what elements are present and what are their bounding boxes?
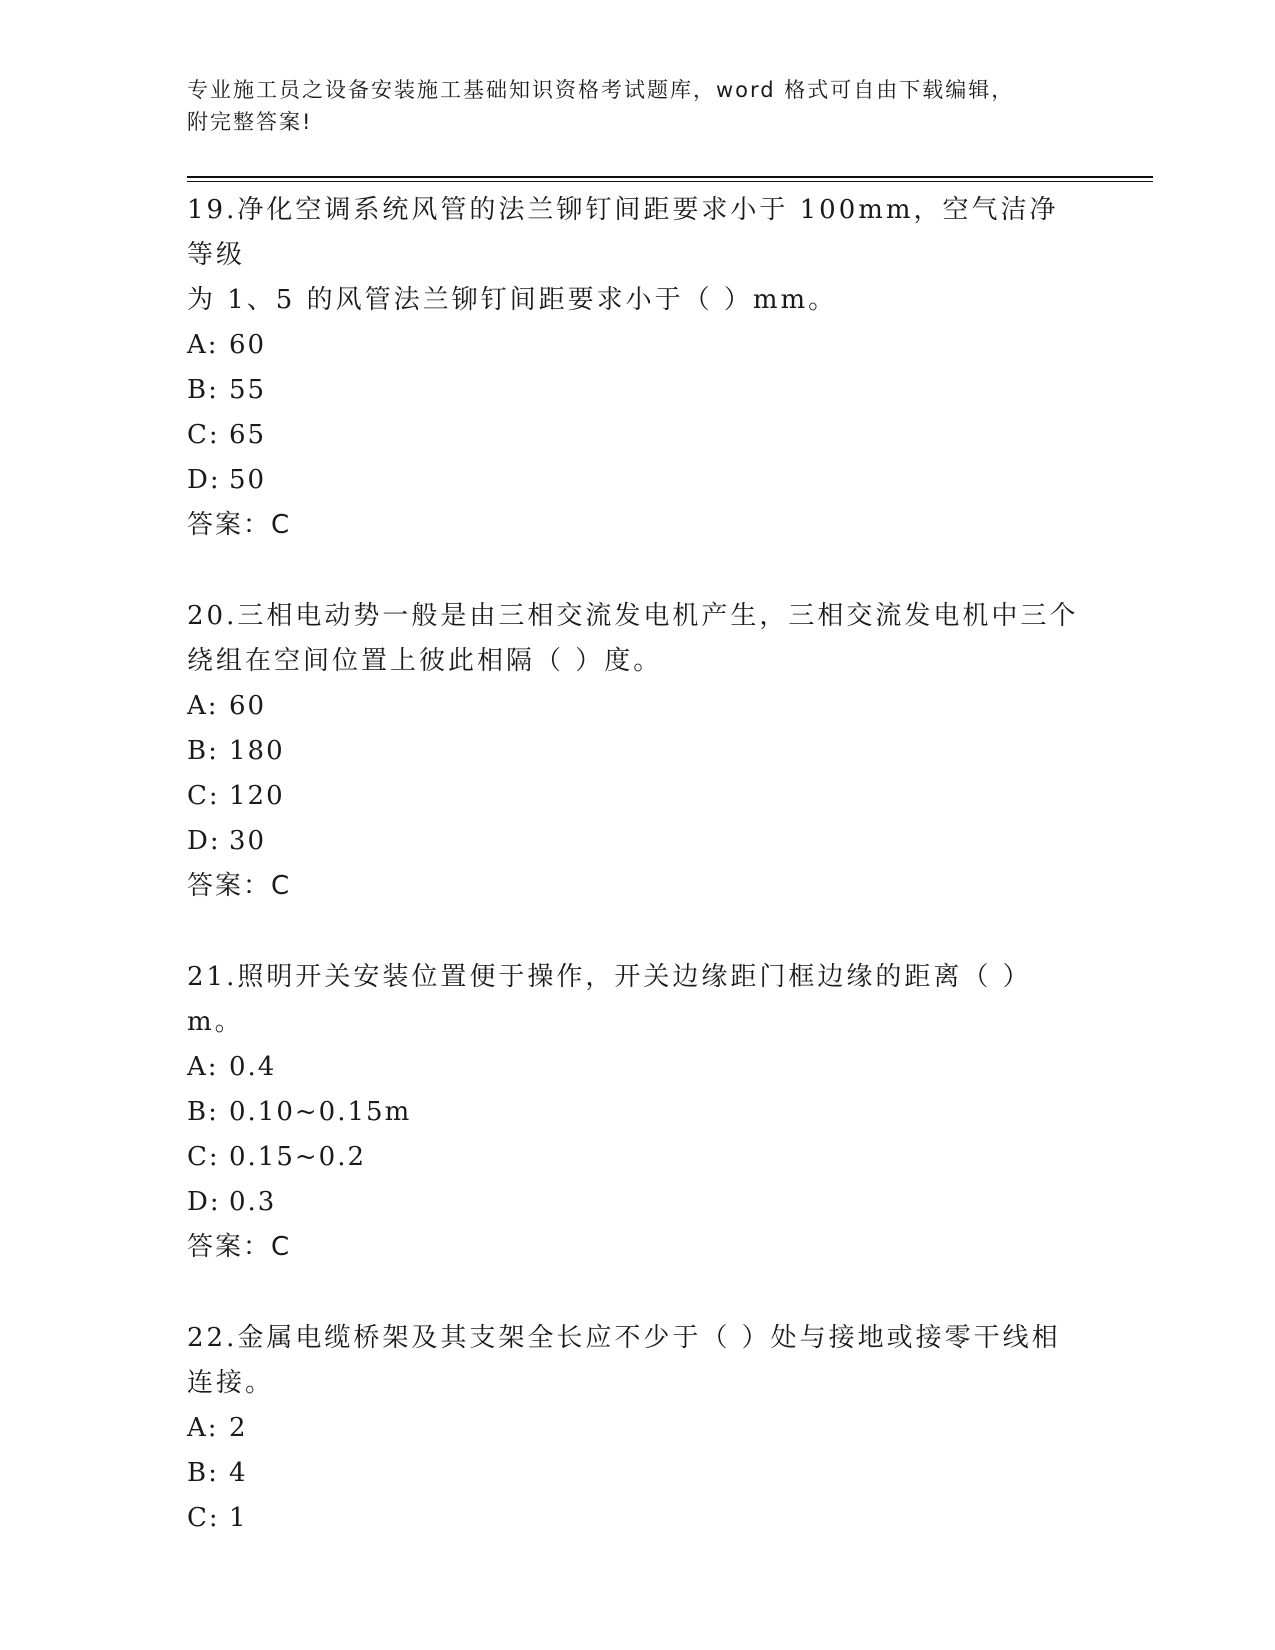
- option-key: C:: [187, 1142, 220, 1172]
- option-c: [187, 413, 1087, 458]
- option-key: B:: [187, 1097, 219, 1127]
- option-key: A:: [187, 691, 219, 721]
- option-b: [187, 1451, 1087, 1496]
- option-key: C:: [187, 1503, 220, 1533]
- option-key: B:: [187, 1458, 219, 1488]
- question-22: [187, 1316, 1087, 1541]
- option-c: [187, 1135, 1087, 1180]
- option-text: 0.3: [229, 1187, 277, 1217]
- option-key: A:: [187, 330, 219, 360]
- option-text: 50: [229, 465, 267, 495]
- header-line-1: 专业施工员之设备安装施工基础知识资格考试题库，word 格式可自由下载编辑，: [187, 78, 1015, 102]
- option-b: [187, 1090, 1087, 1135]
- option-key: D:: [187, 826, 221, 856]
- question-stem-line: 绕组在空间位置上彼此相隔（ ）度。: [187, 646, 663, 676]
- option-key: B:: [187, 375, 219, 405]
- option-key: A:: [187, 1052, 219, 1082]
- question-20: [187, 594, 1087, 909]
- option-a: [187, 323, 1087, 368]
- question-stem-line: 21.照明开关安装位置便于操作，开关边缘距门框边缘的距离（ ）m。: [187, 962, 1032, 1037]
- document-header: [187, 74, 1067, 138]
- option-key: C:: [187, 781, 220, 811]
- question-stem-line: 连接。: [187, 1368, 275, 1398]
- question-stem-line: 为 1、5 的风管法兰铆钉间距要求小于（ ）mm。: [187, 285, 838, 315]
- option-a: [187, 684, 1087, 729]
- option-text: 1: [229, 1503, 248, 1533]
- header-divider-thin: [187, 181, 1153, 182]
- question-stem-line: 20.三相电动势一般是由三相交流发电机产生，三相交流发电机中三个: [187, 601, 1079, 631]
- header-divider-thick: [187, 176, 1153, 178]
- option-key: B:: [187, 736, 219, 766]
- option-text: 60: [229, 330, 267, 360]
- answer-line: 答案：C: [187, 871, 292, 901]
- answer-line: 答案：C: [187, 1232, 292, 1262]
- question-21: [187, 955, 1087, 1270]
- option-d: [187, 458, 1087, 503]
- header-line-2: 附完整答案!: [187, 110, 313, 134]
- option-text: 0.15~0.2: [229, 1142, 367, 1172]
- option-text: 0.10~0.15m: [229, 1097, 412, 1127]
- question-stem-line: 22.金属电缆桥架及其支架全长应不少于（ ）处与接地或接零干线相: [187, 1323, 1061, 1353]
- option-key: D:: [187, 465, 221, 495]
- option-text: 30: [229, 826, 267, 856]
- option-text: 4: [229, 1458, 248, 1488]
- question-19: [187, 188, 1087, 548]
- option-text: 55: [229, 375, 267, 405]
- answer-line: 答案：C: [187, 510, 292, 540]
- option-text: 60: [229, 691, 267, 721]
- option-a: [187, 1406, 1087, 1451]
- question-list: [187, 188, 1087, 1587]
- option-b: [187, 368, 1087, 413]
- option-text: 180: [229, 736, 285, 766]
- option-text: 65: [229, 420, 267, 450]
- option-b: [187, 729, 1087, 774]
- option-text: 120: [229, 781, 285, 811]
- option-text: 0.4: [229, 1052, 277, 1082]
- option-c: [187, 774, 1087, 819]
- option-key: C:: [187, 420, 220, 450]
- option-d: [187, 1180, 1087, 1225]
- option-d: [187, 819, 1087, 864]
- option-key: A:: [187, 1413, 219, 1443]
- option-text: 2: [229, 1413, 248, 1443]
- option-a: [187, 1045, 1087, 1090]
- option-key: D:: [187, 1187, 221, 1217]
- question-stem-line: 19.净化空调系统风管的法兰铆钉间距要求小于 100mm，空气洁净等级: [187, 195, 1059, 270]
- option-c: [187, 1496, 1087, 1541]
